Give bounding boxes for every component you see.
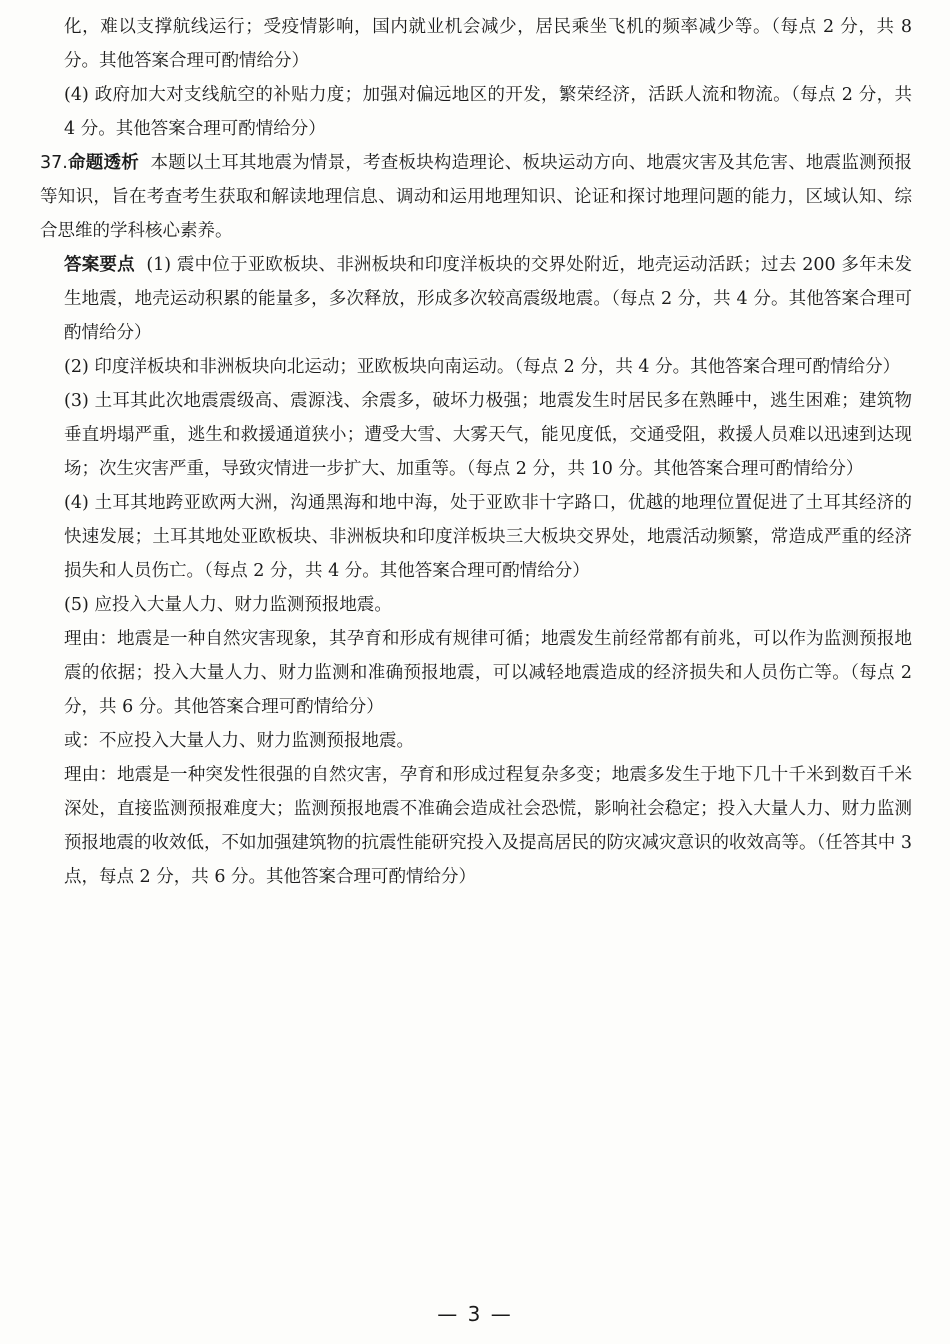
analysis-label: 命题透析	[67, 153, 139, 173]
answer-paragraph: 理由：地震是一种自然灾害现象，其孕育和形成有规律可循；地震发生前经常都有前兆，可以作为监测预报地震的依据；投入大量人力、财力监测和准确预报地震，可以减轻地震造成的经济损失和人员伤亡等。（每点 2 分，共 6 分。其他答案合理可酌情给分）	[64, 629, 912, 717]
answer-paragraph: (5) 应投入大量人力、财力监测预报地震。	[64, 595, 392, 615]
answer-paragraph: (3) 土耳其此次地震震级高、震源浅、余震多，破坏力极强；地震发生时居民多在熟睡中，逃生困难；建筑物垂直坍塌严重，逃生和救援通道狭小；遭受大雪、大雾天气，能见度低，交通受阻，救援人员难以迅速到达现场；次生灾害严重，导致灾情进一步扩大、加重等。（每点 2 分，共 10 分。其他答案合理可酌情给分）	[64, 391, 912, 479]
answer-key-points	[40, 248, 912, 350]
answer-paragraph: (2) 印度洋板块和非洲板块向北运动；亚欧板块向南运动。（每点 2 分，共 4 分。其他答案合理可酌情给分）	[64, 357, 901, 377]
answer-key-text: (1) 震中位于亚欧板块、非洲板块和印度洋板块的交界处附近，地壳运动活跃；过去 200 多年未发生地震，地壳运动积累的能量多，多次释放，形成多次较高震级地震。（每点 2 分，共 4 分。其他答案合理可酌情给分）	[64, 255, 912, 343]
answer-paragraph: 化，难以支撑航线运行；受疫情影响，国内就业机会减少，居民乘坐飞机的频率减少等。（每点 2 分，共 8 分。其他答案合理可酌情给分）	[64, 17, 912, 71]
answer-key-label: 答案要点	[64, 255, 135, 275]
page-number: — 3 —	[437, 1302, 513, 1326]
analysis-text: 本题以土耳其地震为情景，考查板块构造理论、板块运动方向、地震灾害及其危害、地震监测预报等知识，旨在考查考生获取和解读地理信息、调动和运用地理知识、论证和探讨地理问题的能力，区域认知、综合思维的学科核心素养。	[40, 153, 912, 241]
answer-paragraph: (4) 土耳其地跨亚欧两大洲，沟通黑海和地中海，处于亚欧非十字路口，优越的地理位置促进了土耳其经济的快速发展；土耳其地处亚欧板块、非洲板块和印度洋板块三大板块交界处，地震活动频繁，常造成严重的经济损失和人员伤亡。（每点 2 分，共 4 分。其他答案合理可酌情给分）	[64, 493, 912, 581]
answer-paragraph: 或：不应投入大量人力、财力监测预报地震。	[64, 731, 414, 751]
answer-paragraph: (4) 政府加大对支线航空的补贴力度；加强对偏远地区的开发，繁荣经济，活跃人流和物流。（每点 2 分，共 4 分。其他答案合理可酌情给分）	[64, 85, 912, 139]
question-number: 37.	[40, 153, 68, 173]
document-body	[40, 10, 912, 894]
answer-paragraph: 理由：地震是一种突发性很强的自然灾害，孕育和形成过程复杂多变；地震多发生于地下几十千米到数百千米深处，直接监测预报难度大；监测预报地震不准确会造成社会恐慌，影响社会稳定；投入大量人力、财力监测预报地震的收效低，不如加强建筑物的抗震性能研究投入及提高居民的防灾减灾意识的收效高等。（任答其中 3 点，每点 2 分，共 6 分。其他答案合理可酌情给分）	[64, 765, 912, 887]
question-37-analysis	[40, 146, 912, 248]
